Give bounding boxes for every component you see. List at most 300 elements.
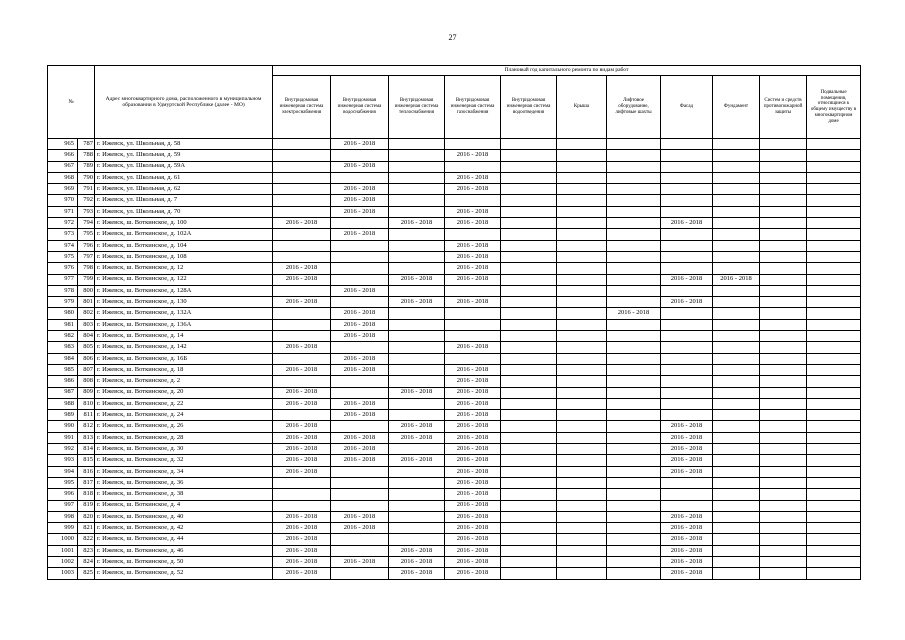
period-cell <box>807 398 861 409</box>
period-cell <box>273 285 331 296</box>
period-cell <box>607 161 661 172</box>
row-number-cell: 973 <box>48 229 78 240</box>
address-cell: г. Ижевск, ул. Школьная, д. 59 <box>95 150 273 161</box>
period-cell <box>661 150 713 161</box>
period-cell <box>807 568 861 579</box>
period-cell: 2016 - 2018 <box>445 263 501 274</box>
period-cell <box>713 342 760 353</box>
period-cell <box>557 218 607 229</box>
table-row <box>48 477 861 488</box>
row-id-cell: 810 <box>78 398 95 409</box>
table-row <box>48 161 861 172</box>
period-cell <box>389 353 445 364</box>
period-cell: 2016 - 2018 <box>445 297 501 308</box>
period-cell: 2016 - 2018 <box>661 556 713 567</box>
period-cell: 2016 - 2018 <box>273 218 331 229</box>
period-cell <box>607 274 661 285</box>
period-cell <box>661 308 713 319</box>
period-cell <box>501 444 557 455</box>
period-cell: 2016 - 2018 <box>389 432 445 443</box>
period-cell: 2016 - 2018 <box>331 432 389 443</box>
address-cell: г. Ижевск, ул. Школьная, д. 59А <box>95 161 273 172</box>
period-cell <box>331 489 389 500</box>
period-cell <box>760 229 807 240</box>
period-cell <box>501 263 557 274</box>
period-cell: 2016 - 2018 <box>389 387 445 398</box>
period-cell: 2016 - 2018 <box>661 455 713 466</box>
period-cell <box>760 511 807 522</box>
period-cell <box>501 545 557 556</box>
period-cell: 2016 - 2018 <box>661 534 713 545</box>
period-cell <box>557 195 607 206</box>
row-number-cell: 968 <box>48 172 78 183</box>
address-cell: г. Ижевск, ул. Школьная, д. 70 <box>95 206 273 217</box>
period-cell <box>807 229 861 240</box>
period-cell <box>760 285 807 296</box>
address-cell: г. Ижевск, ш. Воткинское, д. 34 <box>95 466 273 477</box>
period-cell: 2016 - 2018 <box>661 421 713 432</box>
period-cell <box>760 466 807 477</box>
period-cell <box>607 285 661 296</box>
period-cell: 2016 - 2018 <box>445 523 501 534</box>
period-cell <box>273 195 331 206</box>
period-cell: 2016 - 2018 <box>445 150 501 161</box>
period-cell <box>607 410 661 421</box>
period-cell <box>713 568 760 579</box>
row-id-cell: 801 <box>78 297 95 308</box>
period-cell <box>389 410 445 421</box>
period-cell <box>445 161 501 172</box>
row-id-cell: 807 <box>78 364 95 375</box>
period-cell <box>807 511 861 522</box>
table-row <box>48 342 861 353</box>
period-cell <box>807 444 861 455</box>
period-cell <box>501 455 557 466</box>
address-cell: г. Ижевск, ш. Воткинское, д. 32 <box>95 455 273 466</box>
period-cell <box>713 444 760 455</box>
period-cell <box>713 172 760 183</box>
period-cell: 2016 - 2018 <box>331 410 389 421</box>
row-number-cell: 986 <box>48 376 78 387</box>
period-cell: 2016 - 2018 <box>445 206 501 217</box>
address-cell: г. Ижевск, ш. Воткинское, д. 26 <box>95 421 273 432</box>
period-cell <box>501 410 557 421</box>
period-cell: 2016 - 2018 <box>273 421 331 432</box>
period-cell <box>389 489 445 500</box>
period-cell: 2016 - 2018 <box>445 421 501 432</box>
period-cell: 2016 - 2018 <box>445 545 501 556</box>
period-cell <box>557 511 607 522</box>
period-cell <box>331 477 389 488</box>
period-cell <box>445 285 501 296</box>
period-cell <box>807 331 861 342</box>
row-id-cell: 803 <box>78 319 95 330</box>
address-cell: г. Ижевск, ш. Воткинское, д. 2 <box>95 376 273 387</box>
address-cell: г. Ижевск, ул. Школьная, д. 58 <box>95 139 273 150</box>
period-cell <box>713 184 760 195</box>
period-cell <box>273 308 331 319</box>
work-type-header-heating: Внутридомовая инженерная система теплоснабжения <box>389 76 445 139</box>
period-cell: 2016 - 2018 <box>445 556 501 567</box>
period-cell <box>331 297 389 308</box>
period-cell <box>713 229 760 240</box>
period-cell <box>713 240 760 251</box>
period-cell <box>331 342 389 353</box>
period-cell <box>713 466 760 477</box>
period-cell <box>807 172 861 183</box>
period-cell <box>501 387 557 398</box>
period-cell <box>273 410 331 421</box>
period-cell: 2016 - 2018 <box>661 432 713 443</box>
period-cell: 2016 - 2018 <box>389 297 445 308</box>
table-row <box>48 376 861 387</box>
row-id-cell: 797 <box>78 251 95 262</box>
period-cell <box>760 523 807 534</box>
period-cell <box>713 195 760 206</box>
table-row <box>48 263 861 274</box>
period-cell <box>661 161 713 172</box>
period-cell: 2016 - 2018 <box>389 218 445 229</box>
period-cell <box>713 297 760 308</box>
period-cell <box>760 556 807 567</box>
table-row <box>48 534 861 545</box>
period-cell <box>557 568 607 579</box>
period-cell: 2016 - 2018 <box>331 556 389 567</box>
address-cell: г. Ижевск, ш. Воткинское, д. 36 <box>95 477 273 488</box>
period-cell <box>607 421 661 432</box>
period-cell: 2016 - 2018 <box>389 455 445 466</box>
period-cell <box>273 139 331 150</box>
row-id-cell: 802 <box>78 308 95 319</box>
period-cell: 2016 - 2018 <box>661 444 713 455</box>
address-cell: г. Ижевск, ш. Воткинское, д. 28 <box>95 432 273 443</box>
period-cell: 2016 - 2018 <box>445 511 501 522</box>
period-cell <box>607 251 661 262</box>
period-cell <box>273 150 331 161</box>
row-id-cell: 788 <box>78 150 95 161</box>
period-cell <box>389 251 445 262</box>
period-cell: 2016 - 2018 <box>445 466 501 477</box>
period-cell <box>445 331 501 342</box>
row-number-cell: 994 <box>48 466 78 477</box>
period-cell: 2016 - 2018 <box>331 206 389 217</box>
period-cell <box>760 342 807 353</box>
address-cell: г. Ижевск, ш. Воткинское, д. 100 <box>95 218 273 229</box>
period-cell <box>760 139 807 150</box>
row-number-cell: 972 <box>48 218 78 229</box>
period-cell: 2016 - 2018 <box>273 387 331 398</box>
period-cell <box>760 308 807 319</box>
period-cell: 2016 - 2018 <box>445 444 501 455</box>
row-id-cell: 804 <box>78 331 95 342</box>
address-cell: г. Ижевск, ш. Воткинское, д. 38 <box>95 489 273 500</box>
period-cell <box>557 274 607 285</box>
period-cell <box>661 376 713 387</box>
table-row <box>48 172 861 183</box>
period-cell: 2016 - 2018 <box>389 421 445 432</box>
table-row <box>48 511 861 522</box>
period-cell <box>760 331 807 342</box>
period-cell <box>389 229 445 240</box>
table-row <box>48 444 861 455</box>
row-number-cell: 979 <box>48 297 78 308</box>
row-number-cell: 993 <box>48 455 78 466</box>
address-cell: г. Ижевск, ш. Воткинское, д. 18 <box>95 364 273 375</box>
period-cell <box>501 432 557 443</box>
table-row <box>48 545 861 556</box>
row-number-cell: 976 <box>48 263 78 274</box>
row-id-cell: 813 <box>78 432 95 443</box>
period-cell: 2016 - 2018 <box>445 274 501 285</box>
period-cell <box>760 353 807 364</box>
period-cell <box>557 353 607 364</box>
period-cell: 2016 - 2018 <box>713 274 760 285</box>
address-cell: г. Ижевск, ш. Воткинское, д. 122 <box>95 274 273 285</box>
address-cell: г. Ижевск, ш. Воткинское, д. 14 <box>95 331 273 342</box>
period-cell <box>557 139 607 150</box>
period-cell <box>713 398 760 409</box>
period-cell <box>557 229 607 240</box>
period-cell <box>713 455 760 466</box>
period-cell: 2016 - 2018 <box>331 331 389 342</box>
table-row <box>48 421 861 432</box>
table-row <box>48 195 861 206</box>
period-cell: 2016 - 2018 <box>331 285 389 296</box>
period-cell <box>713 308 760 319</box>
period-cell <box>661 398 713 409</box>
period-cell <box>557 251 607 262</box>
period-cell <box>557 444 607 455</box>
period-cell <box>661 477 713 488</box>
period-cell <box>760 172 807 183</box>
address-cell: г. Ижевск, ул. Школьная, д. 61 <box>95 172 273 183</box>
row-number-cell: 980 <box>48 308 78 319</box>
period-cell <box>607 229 661 240</box>
period-cell <box>807 308 861 319</box>
period-cell <box>331 545 389 556</box>
period-cell <box>713 534 760 545</box>
period-cell <box>557 161 607 172</box>
address-cell: г. Ижевск, ш. Воткинское, д. 12 <box>95 263 273 274</box>
row-id-cell: 817 <box>78 477 95 488</box>
period-cell <box>389 444 445 455</box>
period-cell <box>557 297 607 308</box>
period-cell <box>389 240 445 251</box>
period-cell <box>389 161 445 172</box>
period-cell <box>713 251 760 262</box>
period-cell <box>501 184 557 195</box>
period-cell <box>807 274 861 285</box>
row-id-cell: 789 <box>78 161 95 172</box>
period-cell <box>607 195 661 206</box>
period-cell <box>607 342 661 353</box>
address-cell: г. Ижевск, ш. Воткинское, д. 132А <box>95 308 273 319</box>
period-cell <box>807 297 861 308</box>
period-cell <box>557 263 607 274</box>
period-cell <box>273 353 331 364</box>
period-cell <box>607 206 661 217</box>
period-cell <box>807 342 861 353</box>
period-cell <box>607 489 661 500</box>
period-cell <box>557 387 607 398</box>
period-cell: 2016 - 2018 <box>389 274 445 285</box>
address-column-header: Адрес многоквартирного дома, расположенного в муниципальном образовании в Удмуртской Республике (далее - МО) <box>95 66 273 139</box>
period-cell: 2016 - 2018 <box>661 568 713 579</box>
period-cell <box>661 364 713 375</box>
period-cell <box>557 421 607 432</box>
table-row <box>48 466 861 477</box>
period-cell <box>557 500 607 511</box>
period-cell <box>501 489 557 500</box>
table-row <box>48 364 861 375</box>
work-type-header-fire-protection: Систем и средств противопожарной защиты <box>760 76 807 139</box>
period-cell <box>807 240 861 251</box>
period-cell <box>807 364 861 375</box>
period-cell <box>501 319 557 330</box>
period-cell <box>557 285 607 296</box>
period-cell <box>807 319 861 330</box>
period-cell <box>661 263 713 274</box>
period-cell <box>607 455 661 466</box>
period-cell <box>389 319 445 330</box>
period-cell <box>331 263 389 274</box>
table-row <box>48 568 861 579</box>
period-cell <box>661 489 713 500</box>
period-cell <box>501 534 557 545</box>
row-id-cell: 793 <box>78 206 95 217</box>
period-cell <box>607 556 661 567</box>
period-cell <box>501 523 557 534</box>
period-cell <box>607 150 661 161</box>
period-cell <box>557 455 607 466</box>
period-cell <box>713 206 760 217</box>
row-id-cell: 805 <box>78 342 95 353</box>
row-id-cell: 812 <box>78 421 95 432</box>
row-number-cell: 969 <box>48 184 78 195</box>
period-cell <box>661 195 713 206</box>
period-cell <box>607 184 661 195</box>
period-cell <box>389 150 445 161</box>
period-cell <box>661 331 713 342</box>
row-id-cell: 824 <box>78 556 95 567</box>
address-cell: г. Ижевск, ш. Воткинское, д. 52 <box>95 568 273 579</box>
period-cell <box>501 421 557 432</box>
period-cell <box>557 477 607 488</box>
row-number-cell: 989 <box>48 410 78 421</box>
row-number-cell: 995 <box>48 477 78 488</box>
period-cell <box>713 161 760 172</box>
period-cell: 2016 - 2018 <box>445 410 501 421</box>
period-cell: 2016 - 2018 <box>661 297 713 308</box>
period-cell <box>713 376 760 387</box>
period-cell <box>760 421 807 432</box>
period-cell <box>760 432 807 443</box>
period-cell: 2016 - 2018 <box>331 455 389 466</box>
period-cell <box>501 308 557 319</box>
period-cell <box>760 297 807 308</box>
period-cell <box>607 364 661 375</box>
period-cell: 2016 - 2018 <box>389 545 445 556</box>
period-cell <box>557 364 607 375</box>
period-cell <box>760 184 807 195</box>
table-row <box>48 398 861 409</box>
period-cell <box>557 331 607 342</box>
period-cell <box>807 263 861 274</box>
table-row <box>48 308 861 319</box>
period-cell <box>607 545 661 556</box>
period-cell <box>607 444 661 455</box>
period-cell <box>273 229 331 240</box>
period-cell: 2016 - 2018 <box>661 545 713 556</box>
period-cell: 2016 - 2018 <box>331 398 389 409</box>
period-cell <box>331 568 389 579</box>
row-id-cell: 792 <box>78 195 95 206</box>
address-cell: г. Ижевск, ш. Воткинское, д. 42 <box>95 523 273 534</box>
period-cell: 2016 - 2018 <box>445 568 501 579</box>
period-cell <box>557 432 607 443</box>
period-cell: 2016 - 2018 <box>445 432 501 443</box>
period-cell: 2016 - 2018 <box>445 534 501 545</box>
period-cell <box>501 240 557 251</box>
period-cell <box>807 432 861 443</box>
period-cell <box>501 297 557 308</box>
period-cell <box>760 398 807 409</box>
period-cell <box>445 195 501 206</box>
period-cell <box>389 308 445 319</box>
period-cell <box>713 319 760 330</box>
period-cell: 2016 - 2018 <box>331 364 389 375</box>
period-cell <box>607 387 661 398</box>
period-cell <box>760 376 807 387</box>
work-type-header-sewage: Внутридомовая инженерная система водоотведения <box>501 76 557 139</box>
row-number-cell: 990 <box>48 421 78 432</box>
address-cell: г. Ижевск, ш. Воткинское, д. 50 <box>95 556 273 567</box>
period-cell <box>273 319 331 330</box>
period-cell <box>661 240 713 251</box>
period-cell <box>760 545 807 556</box>
period-cell <box>501 331 557 342</box>
period-cell <box>607 477 661 488</box>
period-cell <box>807 206 861 217</box>
period-cell <box>389 500 445 511</box>
row-id-cell: 791 <box>78 184 95 195</box>
period-cell <box>760 218 807 229</box>
period-cell <box>273 184 331 195</box>
period-cell <box>760 195 807 206</box>
address-cell: г. Ижевск, ул. Школьная, д. 7 <box>95 195 273 206</box>
row-number-cell: 997 <box>48 500 78 511</box>
period-cell <box>501 161 557 172</box>
period-cell <box>760 251 807 262</box>
period-cell <box>607 218 661 229</box>
row-number-cell: 985 <box>48 364 78 375</box>
period-cell <box>273 489 331 500</box>
period-cell: 2016 - 2018 <box>331 319 389 330</box>
table-row <box>48 251 861 262</box>
period-cell <box>760 150 807 161</box>
period-cell: 2016 - 2018 <box>445 218 501 229</box>
period-cell <box>501 364 557 375</box>
period-cell <box>760 319 807 330</box>
period-cell <box>557 410 607 421</box>
row-number-cell: 981 <box>48 319 78 330</box>
period-cell <box>760 263 807 274</box>
period-cell <box>661 319 713 330</box>
row-number-cell: 975 <box>48 251 78 262</box>
table-row <box>48 206 861 217</box>
period-cell: 2016 - 2018 <box>273 545 331 556</box>
table-row <box>48 184 861 195</box>
